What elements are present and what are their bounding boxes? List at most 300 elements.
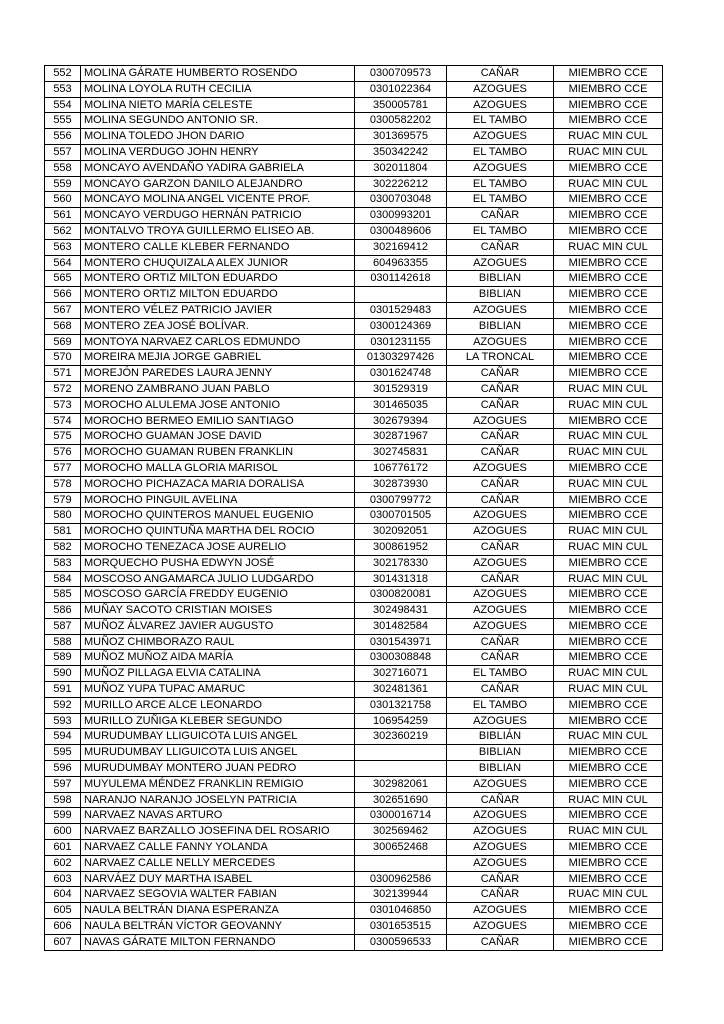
member-name-cell: MOROCHO ALULEMA JOSE ANTONIO	[81, 397, 355, 413]
table-row	[45, 808, 663, 824]
city-cell: EL TAMBO	[447, 666, 554, 682]
city-cell: CAÑAR	[447, 539, 554, 555]
member-name-cell: MONCAYO GARZON DANILO ALEJANDRO	[81, 176, 355, 192]
id-number-cell: 0301046850	[355, 903, 447, 919]
member-name-cell: NARVÁEZ DUY MARTHA ISABEL	[81, 871, 355, 887]
id-number-cell: 302716071	[355, 666, 447, 682]
id-number-cell: 302139944	[355, 887, 447, 903]
member-name-cell: MORENO ZAMBRANO JUAN PABLO	[81, 381, 355, 397]
membership-cell: RUAC MIN CUL	[554, 539, 663, 555]
id-number-cell: 0300799772	[355, 492, 447, 508]
id-number-cell: 302982061	[355, 776, 447, 792]
table-row	[45, 855, 663, 871]
table-row	[45, 713, 663, 729]
row-number-cell: 554	[45, 97, 81, 113]
table-row	[45, 334, 663, 350]
city-cell: BIBLIAN	[447, 745, 554, 761]
table-row	[45, 887, 663, 903]
table-row	[45, 776, 663, 792]
id-number-cell	[355, 855, 447, 871]
id-number-cell: 0300703048	[355, 192, 447, 208]
id-number-cell: 106776172	[355, 460, 447, 476]
member-name-cell: MURUDUMBAY LLIGUICOTA LUIS ANGEL	[81, 729, 355, 745]
row-number-cell: 559	[45, 176, 81, 192]
table-row	[45, 539, 663, 555]
row-number-cell: 552	[45, 66, 81, 82]
membership-cell: MIEMBRO CCE	[554, 697, 663, 713]
table-row	[45, 824, 663, 840]
member-name-cell: MOLINA NIETO MARÍA CELESTE	[81, 97, 355, 113]
membership-cell: MIEMBRO CCE	[554, 208, 663, 224]
member-name-cell: NARVAEZ BARZALLO JOSEFINA DEL ROSARIO	[81, 824, 355, 840]
city-cell: AZOGUES	[447, 334, 554, 350]
membership-cell: MIEMBRO CCE	[554, 160, 663, 176]
id-number-cell: 350005781	[355, 97, 447, 113]
table-row	[45, 650, 663, 666]
row-number-cell: 604	[45, 887, 81, 903]
id-number-cell: 0301624748	[355, 366, 447, 382]
city-cell: CAÑAR	[447, 792, 554, 808]
table-row	[45, 603, 663, 619]
id-number-cell: 302745831	[355, 445, 447, 461]
membership-cell: MIEMBRO CCE	[554, 871, 663, 887]
id-number-cell: 302481361	[355, 682, 447, 698]
table-row	[45, 287, 663, 303]
table-row	[45, 792, 663, 808]
row-number-cell: 598	[45, 792, 81, 808]
city-cell: LA TRONCAL	[447, 350, 554, 366]
row-number-cell: 564	[45, 255, 81, 271]
members-table	[44, 65, 663, 951]
city-cell: AZOGUES	[447, 587, 554, 603]
id-number-cell: 01303297426	[355, 350, 447, 366]
row-number-cell: 605	[45, 903, 81, 919]
city-cell: AZOGUES	[447, 824, 554, 840]
city-cell: AZOGUES	[447, 524, 554, 540]
member-name-cell: MUYULEMA MÉNDEZ FRANKLIN REMIGIO	[81, 776, 355, 792]
table-row	[45, 397, 663, 413]
member-name-cell: MOLINA LOYOLA RUTH CECILIA	[81, 81, 355, 97]
id-number-cell: 0301321758	[355, 697, 447, 713]
member-name-cell: NARVAEZ SEGOVIA WALTER FABIAN	[81, 887, 355, 903]
membership-cell: MIEMBRO CCE	[554, 271, 663, 287]
table-row	[45, 113, 663, 129]
membership-cell: RUAC MIN CUL	[554, 129, 663, 145]
member-name-cell: MUÑOZ ÁLVAREZ JAVIER AUGUSTO	[81, 618, 355, 634]
row-number-cell: 590	[45, 666, 81, 682]
row-number-cell: 588	[45, 634, 81, 650]
row-number-cell: 566	[45, 287, 81, 303]
membership-cell: MIEMBRO CCE	[554, 745, 663, 761]
city-cell: AZOGUES	[447, 840, 554, 856]
city-cell: CAÑAR	[447, 476, 554, 492]
table-row	[45, 223, 663, 239]
row-number-cell: 592	[45, 697, 81, 713]
membership-cell: MIEMBRO CCE	[554, 492, 663, 508]
members-table-body	[45, 66, 663, 951]
member-name-cell: MOLINA TOLEDO JHON DARIO	[81, 129, 355, 145]
row-number-cell: 585	[45, 587, 81, 603]
membership-cell: MIEMBRO CCE	[554, 618, 663, 634]
row-number-cell: 562	[45, 223, 81, 239]
member-name-cell: MOROCHO TENEZACA JOSE AURELIO	[81, 539, 355, 555]
id-number-cell: 300861952	[355, 539, 447, 555]
membership-cell: MIEMBRO CCE	[554, 603, 663, 619]
membership-cell: MIEMBRO CCE	[554, 840, 663, 856]
city-cell: AZOGUES	[447, 81, 554, 97]
id-number-cell: 302871967	[355, 429, 447, 445]
city-cell: CAÑAR	[447, 887, 554, 903]
member-name-cell: MURILLO ZUÑIGA KLEBER SEGUNDO	[81, 713, 355, 729]
id-number-cell: 106954259	[355, 713, 447, 729]
membership-cell: MIEMBRO CCE	[554, 287, 663, 303]
table-row	[45, 903, 663, 919]
member-name-cell: MOROCHO GUAMAN JOSE DAVID	[81, 429, 355, 445]
row-number-cell: 589	[45, 650, 81, 666]
membership-cell: MIEMBRO CCE	[554, 66, 663, 82]
table-row	[45, 81, 663, 97]
member-name-cell: MOROCHO MALLA GLORIA MARISOL	[81, 460, 355, 476]
member-name-cell: MONTALVO TROYA GUILLERMO ELISEO AB.	[81, 223, 355, 239]
city-cell: CAÑAR	[447, 445, 554, 461]
city-cell: AZOGUES	[447, 302, 554, 318]
row-number-cell: 556	[45, 129, 81, 145]
member-name-cell: MOREJÓN PAREDES LAURA JENNY	[81, 366, 355, 382]
member-name-cell: MONTERO ORTIZ MILTON EDUARDO	[81, 271, 355, 287]
table-row	[45, 634, 663, 650]
member-name-cell: MONTERO ORTIZ MILTON EDUARDO	[81, 287, 355, 303]
city-cell: AZOGUES	[447, 129, 554, 145]
city-cell: CAÑAR	[447, 492, 554, 508]
member-name-cell: NAULA BELTRÁN DIANA ESPERANZA	[81, 903, 355, 919]
membership-cell: RUAC MIN CUL	[554, 176, 663, 192]
id-number-cell: 302651690	[355, 792, 447, 808]
id-number-cell	[355, 761, 447, 777]
row-number-cell: 571	[45, 366, 81, 382]
city-cell: AZOGUES	[447, 903, 554, 919]
table-row	[45, 871, 663, 887]
membership-cell: RUAC MIN CUL	[554, 239, 663, 255]
id-number-cell: 302169412	[355, 239, 447, 255]
city-cell: AZOGUES	[447, 603, 554, 619]
row-number-cell: 586	[45, 603, 81, 619]
id-number-cell: 0300582202	[355, 113, 447, 129]
membership-cell: RUAC MIN CUL	[554, 445, 663, 461]
row-number-cell: 596	[45, 761, 81, 777]
city-cell: AZOGUES	[447, 555, 554, 571]
id-number-cell: 0300596533	[355, 934, 447, 950]
membership-cell: MIEMBRO CCE	[554, 366, 663, 382]
id-number-cell: 350342242	[355, 144, 447, 160]
table-row	[45, 97, 663, 113]
table-row	[45, 160, 663, 176]
city-cell: BIBLIAN	[447, 761, 554, 777]
table-row	[45, 176, 663, 192]
row-number-cell: 565	[45, 271, 81, 287]
row-number-cell: 594	[45, 729, 81, 745]
member-name-cell: MONTOYA NARVAEZ CARLOS EDMUNDO	[81, 334, 355, 350]
city-cell: EL TAMBO	[447, 176, 554, 192]
row-number-cell: 595	[45, 745, 81, 761]
membership-cell: RUAC MIN CUL	[554, 792, 663, 808]
city-cell: AZOGUES	[447, 460, 554, 476]
membership-cell: MIEMBRO CCE	[554, 713, 663, 729]
membership-cell: MIEMBRO CCE	[554, 460, 663, 476]
city-cell: AZOGUES	[447, 255, 554, 271]
table-row	[45, 697, 663, 713]
membership-cell: MIEMBRO CCE	[554, 555, 663, 571]
id-number-cell: 301529319	[355, 381, 447, 397]
row-number-cell: 555	[45, 113, 81, 129]
city-cell: AZOGUES	[447, 855, 554, 871]
membership-cell: MIEMBRO CCE	[554, 223, 663, 239]
id-number-cell: 302178330	[355, 555, 447, 571]
id-number-cell: 0300016714	[355, 808, 447, 824]
row-number-cell: 599	[45, 808, 81, 824]
row-number-cell: 578	[45, 476, 81, 492]
membership-cell: MIEMBRO CCE	[554, 302, 663, 318]
city-cell: CAÑAR	[447, 397, 554, 413]
membership-cell: RUAC MIN CUL	[554, 476, 663, 492]
membership-cell: MIEMBRO CCE	[554, 255, 663, 271]
membership-cell: RUAC MIN CUL	[554, 824, 663, 840]
membership-cell: MIEMBRO CCE	[554, 192, 663, 208]
row-number-cell: 558	[45, 160, 81, 176]
table-row	[45, 302, 663, 318]
membership-cell: MIEMBRO CCE	[554, 97, 663, 113]
membership-cell: MIEMBRO CCE	[554, 776, 663, 792]
id-number-cell: 0301653515	[355, 919, 447, 935]
row-number-cell: 570	[45, 350, 81, 366]
table-row	[45, 460, 663, 476]
member-name-cell: MURUDUMBAY MONTERO JUAN PEDRO	[81, 761, 355, 777]
id-number-cell	[355, 745, 447, 761]
city-cell: AZOGUES	[447, 919, 554, 935]
member-name-cell: MORQUECHO PUSHA EDWYN JOSÉ	[81, 555, 355, 571]
row-number-cell: 587	[45, 618, 81, 634]
membership-cell: RUAC MIN CUL	[554, 571, 663, 587]
row-number-cell: 553	[45, 81, 81, 97]
table-row	[45, 271, 663, 287]
membership-cell: RUAC MIN CUL	[554, 682, 663, 698]
id-number-cell: 301465035	[355, 397, 447, 413]
member-name-cell: MUÑOZ CHIMBORAZO RAUL	[81, 634, 355, 650]
city-cell: CAÑAR	[447, 682, 554, 698]
table-row	[45, 934, 663, 950]
member-name-cell: MOROCHO BERMEO EMILIO SANTIAGO	[81, 413, 355, 429]
id-number-cell: 301482584	[355, 618, 447, 634]
id-number-cell: 302679394	[355, 413, 447, 429]
membership-cell: RUAC MIN CUL	[554, 381, 663, 397]
row-number-cell: 597	[45, 776, 81, 792]
member-name-cell: NAULA BELTRÁN VÍCTOR GEOVANNY	[81, 919, 355, 935]
membership-cell: MIEMBRO CCE	[554, 350, 663, 366]
member-name-cell: NARANJO NARANJO JOSELYN PATRICIA	[81, 792, 355, 808]
id-number-cell: 0300820081	[355, 587, 447, 603]
membership-cell: RUAC MIN CUL	[554, 397, 663, 413]
member-name-cell: NARVAEZ CALLE FANNY YOLANDA	[81, 840, 355, 856]
table-row	[45, 192, 663, 208]
row-number-cell: 602	[45, 855, 81, 871]
table-row	[45, 508, 663, 524]
membership-cell: MIEMBRO CCE	[554, 808, 663, 824]
table-row	[45, 571, 663, 587]
membership-cell: MIEMBRO CCE	[554, 855, 663, 871]
row-number-cell: 572	[45, 381, 81, 397]
document-page	[44, 65, 662, 951]
membership-cell: MIEMBRO CCE	[554, 650, 663, 666]
city-cell: AZOGUES	[447, 508, 554, 524]
id-number-cell: 0300701505	[355, 508, 447, 524]
member-name-cell: MOROCHO GUAMAN RUBEN FRANKLIN	[81, 445, 355, 461]
city-cell: BIBLIAN	[447, 271, 554, 287]
table-row	[45, 476, 663, 492]
member-name-cell: MOROCHO PICHAZACA MARIA DORALISA	[81, 476, 355, 492]
city-cell: CAÑAR	[447, 429, 554, 445]
row-number-cell: 591	[45, 682, 81, 698]
city-cell: BIBLIAN	[447, 287, 554, 303]
id-number-cell	[355, 287, 447, 303]
id-number-cell: 302498431	[355, 603, 447, 619]
city-cell: AZOGUES	[447, 413, 554, 429]
row-number-cell: 557	[45, 144, 81, 160]
table-row	[45, 318, 663, 334]
row-number-cell: 580	[45, 508, 81, 524]
row-number-cell: 606	[45, 919, 81, 935]
member-name-cell: MONCAYO MOLINA ANGEL VICENTE PROF.	[81, 192, 355, 208]
id-number-cell: 0300709573	[355, 66, 447, 82]
row-number-cell: 581	[45, 524, 81, 540]
row-number-cell: 576	[45, 445, 81, 461]
id-number-cell: 302092051	[355, 524, 447, 540]
membership-cell: RUAC MIN CUL	[554, 887, 663, 903]
row-number-cell: 575	[45, 429, 81, 445]
member-name-cell: MOSCOSO GARCÍA FREDDY EUGENIO	[81, 587, 355, 603]
id-number-cell: 0301022364	[355, 81, 447, 97]
row-number-cell: 603	[45, 871, 81, 887]
table-row	[45, 208, 663, 224]
member-name-cell: MONTERO VÉLEZ PATRICIO JAVIER	[81, 302, 355, 318]
membership-cell: RUAC MIN CUL	[554, 429, 663, 445]
table-row	[45, 429, 663, 445]
table-row	[45, 555, 663, 571]
city-cell: CAÑAR	[447, 571, 554, 587]
member-name-cell: MONTERO CHUQUIZALA ALEX JUNIOR	[81, 255, 355, 271]
id-number-cell: 302011804	[355, 160, 447, 176]
city-cell: EL TAMBO	[447, 192, 554, 208]
member-name-cell: MOLINA VERDUGO JOHN HENRY	[81, 144, 355, 160]
row-number-cell: 574	[45, 413, 81, 429]
member-name-cell: MONCAYO VERDUGO HERNÁN PATRICIO	[81, 208, 355, 224]
row-number-cell: 582	[45, 539, 81, 555]
id-number-cell: 302569462	[355, 824, 447, 840]
membership-cell: MIEMBRO CCE	[554, 508, 663, 524]
id-number-cell: 302226212	[355, 176, 447, 192]
row-number-cell: 607	[45, 934, 81, 950]
id-number-cell: 302873930	[355, 476, 447, 492]
table-row	[45, 255, 663, 271]
id-number-cell: 0300308848	[355, 650, 447, 666]
city-cell: AZOGUES	[447, 97, 554, 113]
table-row	[45, 144, 663, 160]
city-cell: AZOGUES	[447, 776, 554, 792]
id-number-cell: 0300962586	[355, 871, 447, 887]
table-row	[45, 492, 663, 508]
table-row	[45, 618, 663, 634]
member-name-cell: MOROCHO QUINTUÑA MARTHA DEL ROCIO	[81, 524, 355, 540]
table-row	[45, 587, 663, 603]
membership-cell: RUAC MIN CUL	[554, 144, 663, 160]
row-number-cell: 600	[45, 824, 81, 840]
row-number-cell: 563	[45, 239, 81, 255]
id-number-cell: 0300489606	[355, 223, 447, 239]
member-name-cell: MOREIRA MEJIA JORGE GABRIEL	[81, 350, 355, 366]
member-name-cell: MURILLO ARCE ALCE LEONARDO	[81, 697, 355, 713]
id-number-cell: 0300993201	[355, 208, 447, 224]
city-cell: CAÑAR	[447, 634, 554, 650]
table-row	[45, 366, 663, 382]
city-cell: BIBLIÁN	[447, 729, 554, 745]
membership-cell: MIEMBRO CCE	[554, 587, 663, 603]
table-row	[45, 66, 663, 82]
table-row	[45, 666, 663, 682]
id-number-cell: 0301529483	[355, 302, 447, 318]
row-number-cell: 593	[45, 713, 81, 729]
city-cell: CAÑAR	[447, 366, 554, 382]
row-number-cell: 560	[45, 192, 81, 208]
member-name-cell: NARVAEZ NAVAS ARTURO	[81, 808, 355, 824]
member-name-cell: MONTERO CALLE KLEBER FERNANDO	[81, 239, 355, 255]
member-name-cell: MONCAYO AVENDAÑO YADIRA GABRIELA	[81, 160, 355, 176]
id-number-cell: 604963355	[355, 255, 447, 271]
member-name-cell: MUÑOZ YUPA TUPAC AMARUC	[81, 682, 355, 698]
city-cell: EL TAMBO	[447, 144, 554, 160]
member-name-cell: MOROCHO PINGUIL AVELINA	[81, 492, 355, 508]
id-number-cell: 0300124369	[355, 318, 447, 334]
city-cell: BIBLIAN	[447, 318, 554, 334]
table-row	[45, 761, 663, 777]
membership-cell: MIEMBRO CCE	[554, 903, 663, 919]
member-name-cell: MURUDUMBAY LLIGUICOTA LUIS ANGEL	[81, 745, 355, 761]
row-number-cell: 573	[45, 397, 81, 413]
city-cell: EL TAMBO	[447, 697, 554, 713]
id-number-cell: 302360219	[355, 729, 447, 745]
table-row	[45, 919, 663, 935]
row-number-cell: 583	[45, 555, 81, 571]
member-name-cell: NARVAEZ CALLE NELLY MERCEDES	[81, 855, 355, 871]
membership-cell: MIEMBRO CCE	[554, 634, 663, 650]
city-cell: CAÑAR	[447, 650, 554, 666]
table-row	[45, 129, 663, 145]
membership-cell: MIEMBRO CCE	[554, 334, 663, 350]
city-cell: EL TAMBO	[447, 113, 554, 129]
city-cell: CAÑAR	[447, 871, 554, 887]
table-row	[45, 682, 663, 698]
member-name-cell: MOROCHO QUINTEROS MANUEL EUGENIO	[81, 508, 355, 524]
city-cell: AZOGUES	[447, 618, 554, 634]
membership-cell: MIEMBRO CCE	[554, 934, 663, 950]
member-name-cell: MOSCOSO ANGAMARCA JULIO LUDGARDO	[81, 571, 355, 587]
row-number-cell: 601	[45, 840, 81, 856]
membership-cell: MIEMBRO CCE	[554, 81, 663, 97]
table-row	[45, 381, 663, 397]
membership-cell: MIEMBRO CCE	[554, 919, 663, 935]
table-row	[45, 239, 663, 255]
row-number-cell: 567	[45, 302, 81, 318]
row-number-cell: 568	[45, 318, 81, 334]
city-cell: EL TAMBO	[447, 223, 554, 239]
membership-cell: MIEMBRO CCE	[554, 413, 663, 429]
